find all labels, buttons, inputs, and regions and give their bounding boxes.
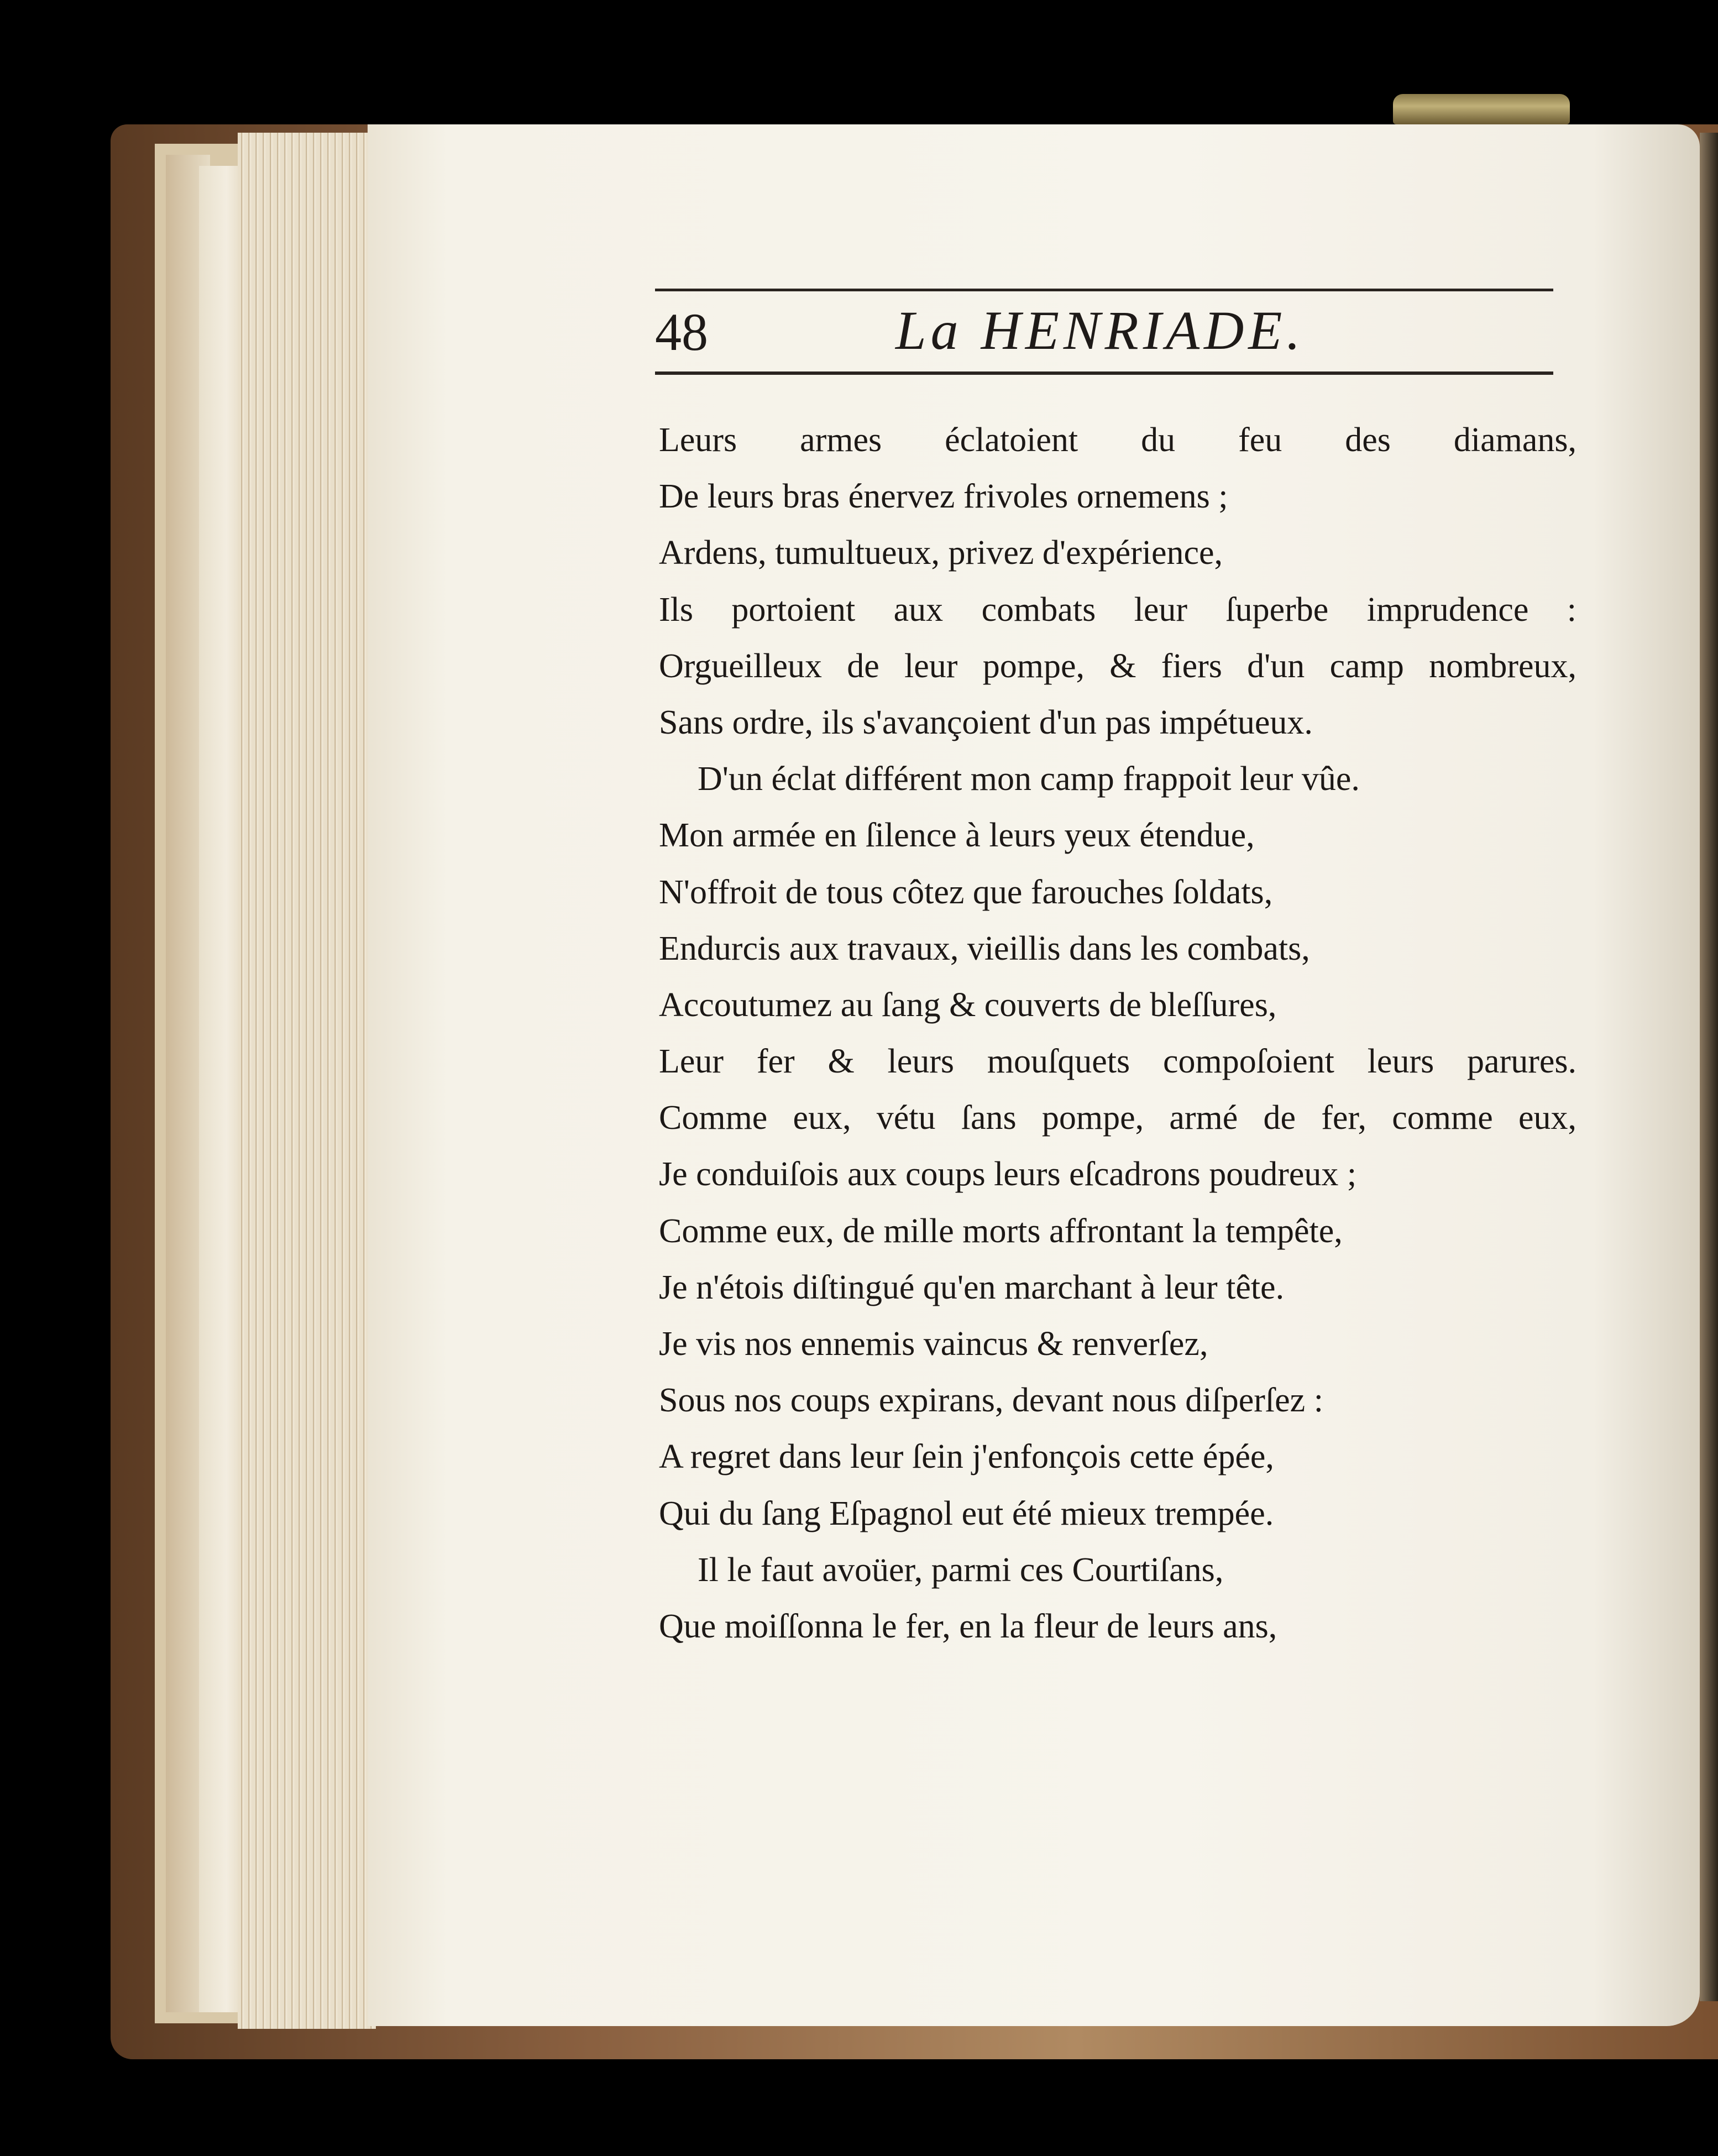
verse-line: De leurs bras énervez frivoles ornemens ; — [659, 478, 1228, 516]
verse-line: Ils portoient aux combats leur ſuperbe imprudence : — [659, 590, 1576, 629]
verse-line: Accoutumez au ſang & couverts de bleſſures, — [659, 986, 1277, 1024]
verse-line: Sous nos coups expirans, devant nous diſperſez : — [659, 1381, 1323, 1420]
verse-line: Je vis nos ennemis vaincus & renverſez, — [659, 1325, 1208, 1363]
verse-line: Qui du ſang Eſpagnol eut été mieux trempée. — [659, 1494, 1274, 1532]
verse-line: Leurs armes éclatoient du feu des diamans, — [659, 421, 1576, 459]
verse-line: Que moiſſonna le fer, en la fleur de leurs ans, — [659, 1607, 1277, 1645]
running-title: La HENRIADE. — [895, 300, 1305, 361]
verse-line: Leur fer & leurs mouſquets compoſoient leurs parures. — [659, 1043, 1576, 1081]
verse-line: Mon armée en ſilence à leurs yeux étendue, — [659, 817, 1255, 855]
clasp-ornament — [1393, 94, 1570, 124]
verse-line: Je n'étois diſtingué qu'en marchant à leur tête. — [659, 1268, 1285, 1306]
verse-line: A regret dans leur ſein j'enfonçois cette épée, — [659, 1438, 1274, 1476]
header-rule-bottom — [655, 371, 1553, 375]
verse-line: Comme eux, de mille morts affrontant la tempête, — [659, 1212, 1343, 1250]
verse-line: Endurcis aux travaux, vieillis dans les combats, — [659, 929, 1310, 967]
header-rule-top — [655, 289, 1553, 291]
verse-line: Comme eux, vétu ſans pompe, armé de fer, comme eux, — [659, 1099, 1576, 1137]
verse-line: D'un éclat différent mon camp frappoit leur vûe. — [698, 760, 1360, 798]
verse-line: Il le faut avoüer, parmi ces Courtiſans, — [698, 1551, 1224, 1589]
page-edges — [238, 133, 376, 2029]
verse-block — [659, 412, 1576, 1655]
page-edge-shadow — [1700, 133, 1718, 2001]
verse-line: Sans ordre, ils s'avançoient d'un pas impétueux. — [659, 703, 1313, 741]
page-number: 48 — [655, 302, 708, 362]
verse-line: N'offroit de tous côtez que farouches ſoldats, — [659, 873, 1273, 911]
verse-line: Je conduiſois aux coups leurs eſcadrons poudreux ; — [659, 1155, 1357, 1194]
verse-line: Orgueilleux de leur pompe, & fiers d'un camp nombreux, — [659, 647, 1576, 685]
verse-line: Ardens, tumultueux, privez d'expérience, — [659, 534, 1223, 572]
